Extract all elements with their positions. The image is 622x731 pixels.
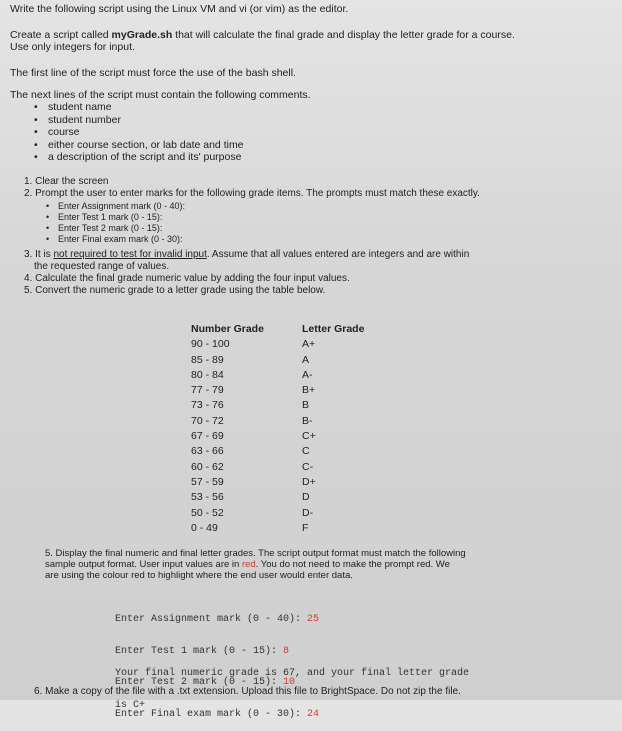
table-row: F — [302, 521, 309, 534]
step-6-line-2 — [45, 559, 466, 570]
table-row: D- — [302, 506, 314, 519]
letter-grade-column — [302, 322, 364, 536]
table-row: 57 - 59 — [191, 475, 224, 488]
step-6-line-1: 5. Display the final numeric and final letter grades. The script output format must match the following — [45, 548, 466, 559]
list-item: • Enter Test 1 mark (0 - 15): — [46, 212, 185, 223]
table-row: B+ — [302, 384, 316, 397]
result-line-1: Your final numeric grade is 67, and your final letter grade — [115, 668, 470, 679]
grade-range-column — [191, 322, 264, 536]
sample-value: 24 — [307, 708, 320, 720]
table-row: A — [302, 353, 310, 366]
table-row: 0 - 49 — [191, 521, 218, 534]
table-row: 67 - 69 — [191, 430, 224, 443]
red-word: red — [241, 559, 256, 570]
letter-header: Letter Grade — [302, 323, 365, 335]
table-row: 85 - 89 — [191, 353, 224, 366]
sample-line — [115, 615, 319, 626]
intro-line-4: The first line of the script must force the use of the bash shell. — [10, 67, 296, 79]
result-line-2: is C+ — [115, 699, 146, 711]
table-row: 53 - 56 — [191, 491, 224, 504]
table-row: 90 - 100 — [191, 338, 230, 351]
sample-prompt: Enter Test 2 mark (0 - 15): — [115, 677, 284, 688]
table-row: 60 - 62 — [191, 460, 224, 473]
list-item: • Enter Assignment mark (0 - 40): — [46, 201, 185, 212]
step-6-upload: 6. Make a copy of the file with a .txt extension. Upload this file to BrightSpace. Do not zip the file. — [34, 686, 461, 697]
step-6-line-3: are using the colour red to highlight where the end user would enter data. — [45, 570, 353, 581]
intro-line-2 — [10, 29, 515, 41]
step-5: 5. Convert the numeric grade to a letter grade using the table below. — [24, 285, 326, 296]
intro-line-3: Use only integers for input. — [10, 41, 135, 53]
sample-prompt: Enter Test 1 mark (0 - 15): — [115, 645, 284, 657]
list-item: • Enter Final exam mark (0 - 30): — [46, 234, 185, 245]
step-3-pre: 3. It is — [24, 249, 54, 260]
table-row: C — [302, 445, 310, 458]
step-6-line-2-pre: sample output format. User input values are in — [45, 559, 242, 570]
intro-line-2-pre: Create a script called — [10, 29, 112, 41]
step-6-line-2-post: . You do not need to make the prompt red. We — [255, 559, 450, 570]
table-row: C+ — [302, 430, 316, 443]
list-item: • student number — [34, 114, 244, 127]
sample-value: 10 — [283, 677, 296, 688]
step-1: 1. Clear the screen — [24, 176, 109, 187]
table-row: 80 - 84 — [191, 368, 224, 381]
table-row: 50 - 52 — [191, 506, 224, 519]
intro-line-1: Write the following script using the Linux VM and vi (or vim) as the editor. — [10, 3, 349, 15]
table-row: 73 - 76 — [191, 399, 224, 412]
step-4: 4. Calculate the final grade numeric value by adding the four input values. — [24, 273, 350, 284]
step-3-continued: the requested range of values. — [34, 261, 170, 272]
list-item: • either course section, or lab date and time — [34, 139, 244, 152]
grade-header: Number Grade — [191, 323, 264, 335]
intro-line-5: The next lines of the script must contain the following comments. — [10, 89, 311, 101]
table-row: A- — [302, 368, 313, 381]
table-row: 77 - 79 — [191, 384, 224, 397]
steps-part-1 — [24, 176, 480, 200]
script-filename: myGrade.sh — [111, 29, 173, 41]
list-item: • student name — [34, 101, 244, 114]
table-row: B- — [302, 414, 313, 427]
list-item: • a description of the script and its' purpose — [34, 151, 244, 164]
sample-value: 8 — [283, 645, 290, 657]
step-3 — [24, 249, 469, 261]
sample-prompt: Enter Final exam mark (0 - 30): — [115, 708, 308, 720]
table-row: 63 - 66 — [191, 445, 224, 458]
steps-part-2 — [24, 249, 469, 297]
table-row: A+ — [302, 338, 316, 351]
step-3-post: . Assume that all values entered are integers and are within — [206, 249, 470, 260]
sample-output-result — [115, 645, 470, 722]
comments-list — [34, 101, 244, 164]
table-row: D+ — [302, 475, 316, 488]
step-3-underlined: not required to test for invalid input — [53, 249, 207, 260]
sample-value: 25 — [307, 614, 320, 625]
list-item: • Enter Test 2 mark (0 - 15): — [46, 223, 185, 234]
list-item: • course — [34, 126, 244, 139]
table-row: C- — [302, 460, 314, 473]
prompt-list — [46, 201, 185, 245]
table-row: B — [302, 399, 310, 412]
step-2: 2. Prompt the user to enter marks for the following grade items. The prompts must match these exactly. — [24, 188, 480, 199]
table-row: 70 - 72 — [191, 414, 224, 427]
sample-prompt: Enter Assignment mark (0 - 40): — [115, 614, 308, 625]
step-display-output — [45, 548, 466, 581]
table-row: D — [302, 491, 310, 504]
intro-line-2-post: that will calculate the final grade and display the letter grade for a course. — [172, 29, 515, 41]
